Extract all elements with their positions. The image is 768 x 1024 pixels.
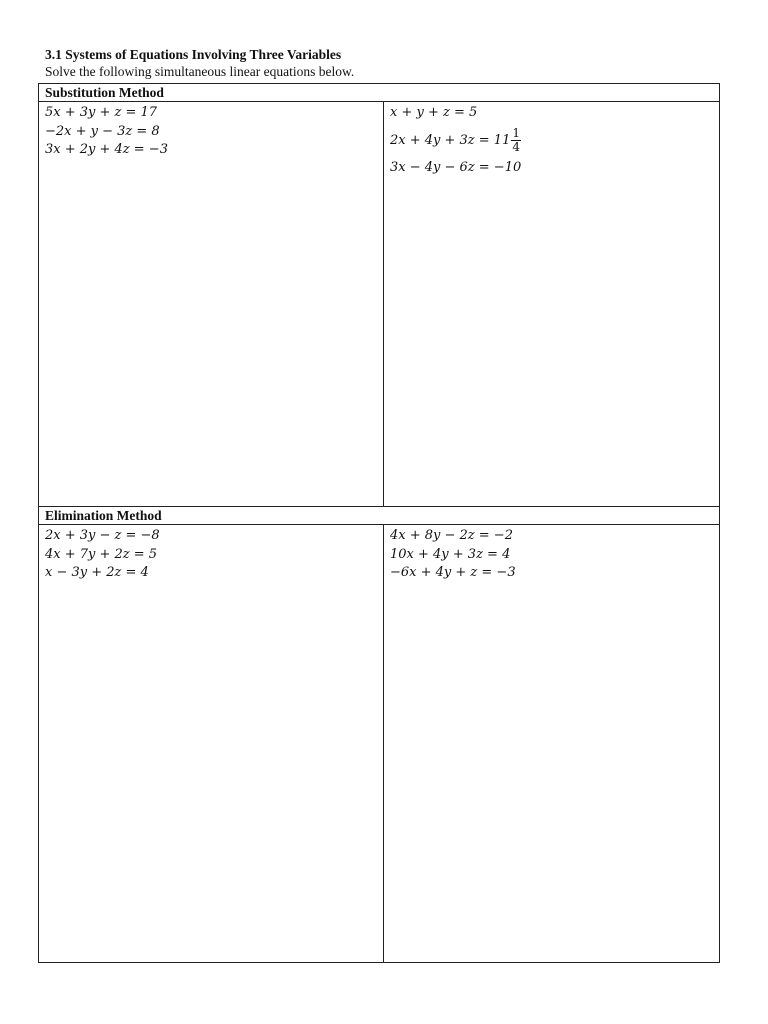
column-divider xyxy=(383,525,384,962)
equation: −6x + 4y + z = −3 xyxy=(390,565,516,580)
instructions: Solve the following simultaneous linear equations below. xyxy=(45,64,355,79)
equation: −2x + y − 3z = 8 xyxy=(45,123,160,139)
substitution-method-header: Substitution Method xyxy=(39,84,719,102)
page-title: 3.1 Systems of Equations Involving Three Variables xyxy=(45,47,342,62)
column-divider xyxy=(383,102,384,507)
equation: 3x + 2y + 4z = −3 xyxy=(45,142,168,157)
equation: x + y + z = 5 xyxy=(390,105,478,120)
elimination-method-header: Elimination Method xyxy=(39,506,719,525)
substitution-right-cell[interactable] xyxy=(390,104,521,177)
equation-text: 2x + 4y + 3z = 11 xyxy=(390,133,511,148)
equation: 10x + 4y + 3z = 4 xyxy=(390,546,511,562)
equation-with-fraction xyxy=(390,123,521,159)
equation: 2x + 3y − z = −8 xyxy=(45,528,160,543)
worksheet-table xyxy=(38,83,720,963)
equation: 4x + 8y − 2z = −2 xyxy=(390,528,513,543)
equation: 4x + 7y + 2z = 5 xyxy=(45,546,158,562)
fraction-denominator: 4 xyxy=(512,140,520,154)
equation: 3x − 4y − 6z = −10 xyxy=(390,159,522,175)
equation: x − 3y + 2z = 4 xyxy=(45,565,149,580)
equation: 5x + 3y + z = 17 xyxy=(45,105,158,120)
fraction xyxy=(511,127,521,154)
fraction-numerator: 1 xyxy=(512,126,520,140)
substitution-left-cell[interactable] xyxy=(45,104,168,160)
elimination-right-cell[interactable] xyxy=(390,527,516,583)
elimination-left-cell[interactable] xyxy=(45,527,160,583)
